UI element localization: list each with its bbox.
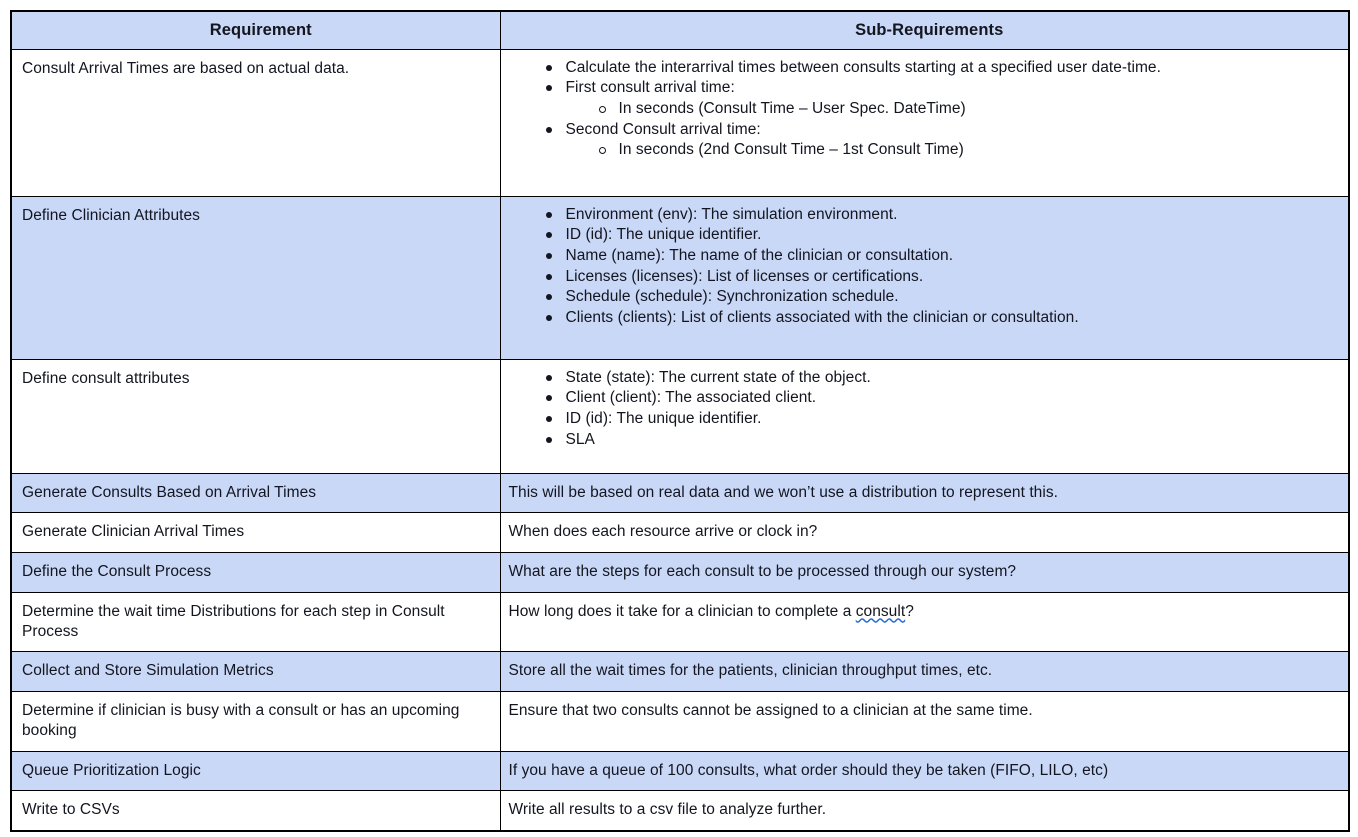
table-row [11, 651, 1349, 691]
table-row [11, 473, 1349, 512]
requirement-cell [11, 512, 500, 552]
misspelled-word: consult [855, 602, 906, 620]
requirement-text: Generate Consults Based on Arrival Times [22, 483, 317, 501]
sub-requirement-text-before: How long does it take for a clinician to complete a [508, 602, 856, 620]
column-header-sub-requirements-label: Sub-Requirements [855, 21, 1004, 39]
requirement-text: Define the Consult Process [22, 562, 212, 580]
sub-requirements-cell [500, 651, 1349, 691]
requirement-cell [11, 592, 500, 651]
table-row [11, 49, 1349, 196]
sub-requirements-list [501, 360, 1349, 459]
list-item-text: First consult arrival time: [565, 79, 735, 97]
sub-list [566, 140, 1339, 160]
list-item [501, 368, 1339, 388]
sub-list-item [566, 140, 1339, 160]
sub-requirement-text: This will be based on real data and we won’t use a distribution to represent this. [508, 483, 1058, 501]
list-item [501, 409, 1339, 429]
table-row [11, 359, 1349, 473]
sub-requirements-cell [500, 592, 1349, 651]
list-item-text: State (state): The current state of the object. [565, 368, 871, 386]
requirement-text: Define consult attributes [22, 369, 190, 387]
sub-requirements-cell [500, 552, 1349, 592]
list-item [501, 388, 1339, 408]
sub-requirements-cell [500, 196, 1349, 359]
sub-requirements-cell [500, 751, 1349, 790]
table-row [11, 791, 1349, 831]
list-item [501, 78, 1339, 118]
sub-requirement-text: Ensure that two consults cannot be assigned to a clinician at the same time. [508, 701, 1033, 719]
requirement-cell [11, 196, 500, 359]
table-header-row [11, 11, 1349, 49]
requirement-text: Determine the wait time Distributions for each step in Consult Process [22, 602, 445, 640]
requirements-document [10, 10, 1348, 832]
list-item-text: ID (id): The unique identifier. [565, 409, 762, 427]
list-item-text: Clients (clients): List of clients associated with the clinician or consultation. [565, 308, 1079, 326]
list-item [501, 225, 1339, 245]
table-row [11, 691, 1349, 751]
sub-list [566, 99, 1339, 119]
sub-list-item-text: In seconds (2nd Consult Time – 1st Consult Time) [618, 141, 964, 159]
sub-requirement-text [501, 593, 1349, 631]
sub-requirements-cell [500, 791, 1349, 831]
sub-requirements-cell [500, 691, 1349, 751]
requirement-text: Write to CSVs [22, 801, 120, 819]
list-item [501, 267, 1339, 287]
sub-requirement-text: Store all the wait times for the patients, clinician throughput times, etc. [508, 661, 993, 679]
list-item [501, 308, 1339, 328]
column-header-sub-requirements [500, 11, 1349, 49]
list-item [501, 287, 1339, 307]
requirement-cell [11, 651, 500, 691]
sub-requirements-cell [500, 473, 1349, 512]
list-item [501, 246, 1339, 266]
column-header-requirement-label: Requirement [209, 21, 312, 39]
sub-requirement-text: If you have a queue of 100 consults, what order should they be taken (FIFO, LILO, etc) [508, 761, 1109, 779]
requirement-text: Collect and Store Simulation Metrics [22, 661, 274, 679]
list-item-text: Second Consult arrival time: [565, 120, 761, 138]
requirement-text: Define Clinician Attributes [22, 206, 200, 224]
column-header-requirement [11, 11, 500, 49]
sub-list-item [566, 99, 1339, 119]
sub-requirement-text-after: ? [905, 602, 914, 620]
list-item [501, 430, 1339, 450]
table-row [11, 552, 1349, 592]
requirement-cell [11, 359, 500, 473]
requirement-cell [11, 473, 500, 512]
table-row [11, 751, 1349, 790]
list-item-text: Client (client): The associated client. [565, 389, 817, 407]
list-item-text: SLA [565, 430, 595, 448]
requirement-text: Consult Arrival Times are based on actual data. [22, 59, 350, 77]
table-row [11, 196, 1349, 359]
requirement-cell [11, 691, 500, 751]
list-item-text: Licenses (licenses): List of licenses or certifications. [565, 267, 924, 285]
requirement-cell [11, 49, 500, 196]
sub-requirement-text: Write all results to a csv file to analyze further. [508, 801, 827, 819]
sub-list-item-text: In seconds (Consult Time – User Spec. DateTime) [618, 99, 966, 117]
requirement-cell [11, 552, 500, 592]
table-row [11, 512, 1349, 552]
list-item [501, 205, 1339, 225]
table-header [11, 11, 1349, 49]
list-item-text: Name (name): The name of the clinician or consultation. [565, 246, 954, 264]
list-item [501, 58, 1339, 78]
sub-requirements-cell [500, 359, 1349, 473]
list-item-text: ID (id): The unique identifier. [565, 226, 762, 244]
sub-requirement-text: What are the steps for each consult to be processed through our system? [508, 562, 1017, 580]
requirement-text: Determine if clinician is busy with a consult or has an upcoming booking [22, 701, 460, 740]
requirement-cell [11, 791, 500, 831]
list-item [501, 120, 1339, 160]
sub-requirements-cell [500, 49, 1349, 196]
list-item-text: Calculate the interarrival times between consults starting at a specified user date-time. [565, 58, 1161, 76]
list-item-text: Environment (env): The simulation environment. [565, 205, 898, 223]
requirement-text: Queue Prioritization Logic [22, 761, 201, 779]
sub-requirements-list [501, 197, 1349, 337]
requirement-cell [11, 751, 500, 790]
sub-requirement-text: When does each resource arrive or clock in? [508, 522, 818, 540]
requirements-table [10, 10, 1350, 832]
sub-requirements-cell [500, 512, 1349, 552]
sub-requirements-list [501, 50, 1349, 169]
list-item-text: Schedule (schedule): Synchronization schedule. [565, 288, 899, 306]
requirement-text: Generate Clinician Arrival Times [22, 522, 245, 540]
table-row [11, 592, 1349, 651]
table-body [11, 49, 1349, 831]
